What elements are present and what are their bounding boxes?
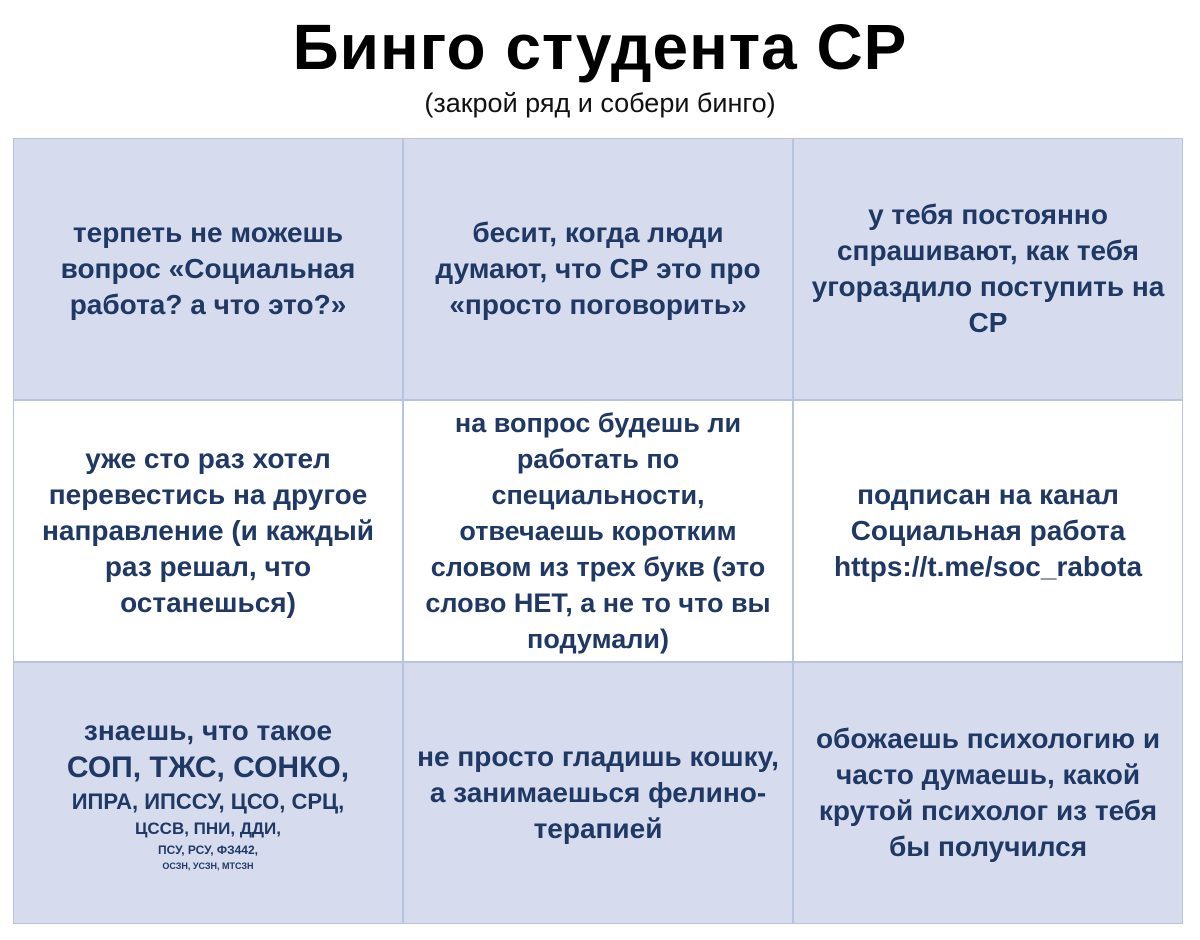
bingo-cell[interactable] (403, 400, 793, 662)
abbreviation-list (67, 713, 349, 873)
bingo-cell[interactable] (13, 662, 403, 924)
bingo-cell-line: знаешь, что такое (83, 715, 333, 746)
page-title: Бинго студента СР (292, 11, 908, 83)
bingo-cell-text: бесит, когда люди думают, что СР это про «просто поговорить» (435, 217, 761, 320)
bingo-cell-text: терпеть не можешь вопрос «Социальная работа? а что это?» (60, 217, 356, 320)
bingo-cell-line: ОСЗН, УСЗН, МТСЗН (162, 861, 254, 871)
bingo-cell-text: у тебя постоянно спрашивают, как тебя угораздило поступить на СР (811, 199, 1165, 338)
bingo-cell[interactable] (793, 400, 1183, 662)
bingo-cell-line: ЦССВ, ПНИ, ДДИ, (134, 819, 281, 838)
bingo-cell-line: СОП, ТЖС, СОНКО, (66, 751, 350, 784)
bingo-cell-text: на вопрос будешь ли работать по специальности, отвечаешь коротким словом из трех букв (это слово НЕТ, а не то что вы подумали) (425, 408, 771, 654)
bingo-grid (13, 138, 1183, 924)
bingo-cell[interactable] (13, 400, 403, 662)
bingo-cell[interactable] (403, 662, 793, 924)
bingo-cell-text: не просто гладишь кошку, а занимаешься фелино-терапией (417, 741, 779, 844)
bingo-cell-line: ИПРА, ИПССУ, ЦСО, СРЦ, (71, 789, 345, 814)
bingo-cell[interactable] (13, 138, 403, 400)
bingo-cell-line: ПСУ, РСУ, ФЗ442, (157, 843, 258, 857)
bingo-cell-text: уже сто раз хотел перевестись на другое направление (и каждый раз решал, что останешься) (41, 443, 375, 618)
bingo-cell[interactable] (403, 138, 793, 400)
bingo-cell-text: подписан на канал Социальная работа https://t.me/soc_rabota (833, 479, 1143, 582)
page-subtitle: (закрой ряд и собери бинго) (424, 88, 776, 118)
bingo-cell[interactable] (793, 662, 1183, 924)
bingo-cell[interactable] (793, 138, 1183, 400)
bingo-cell-text: обожаешь психологию и часто думаешь, какой крутой психолог из тебя бы получился (815, 723, 1161, 862)
